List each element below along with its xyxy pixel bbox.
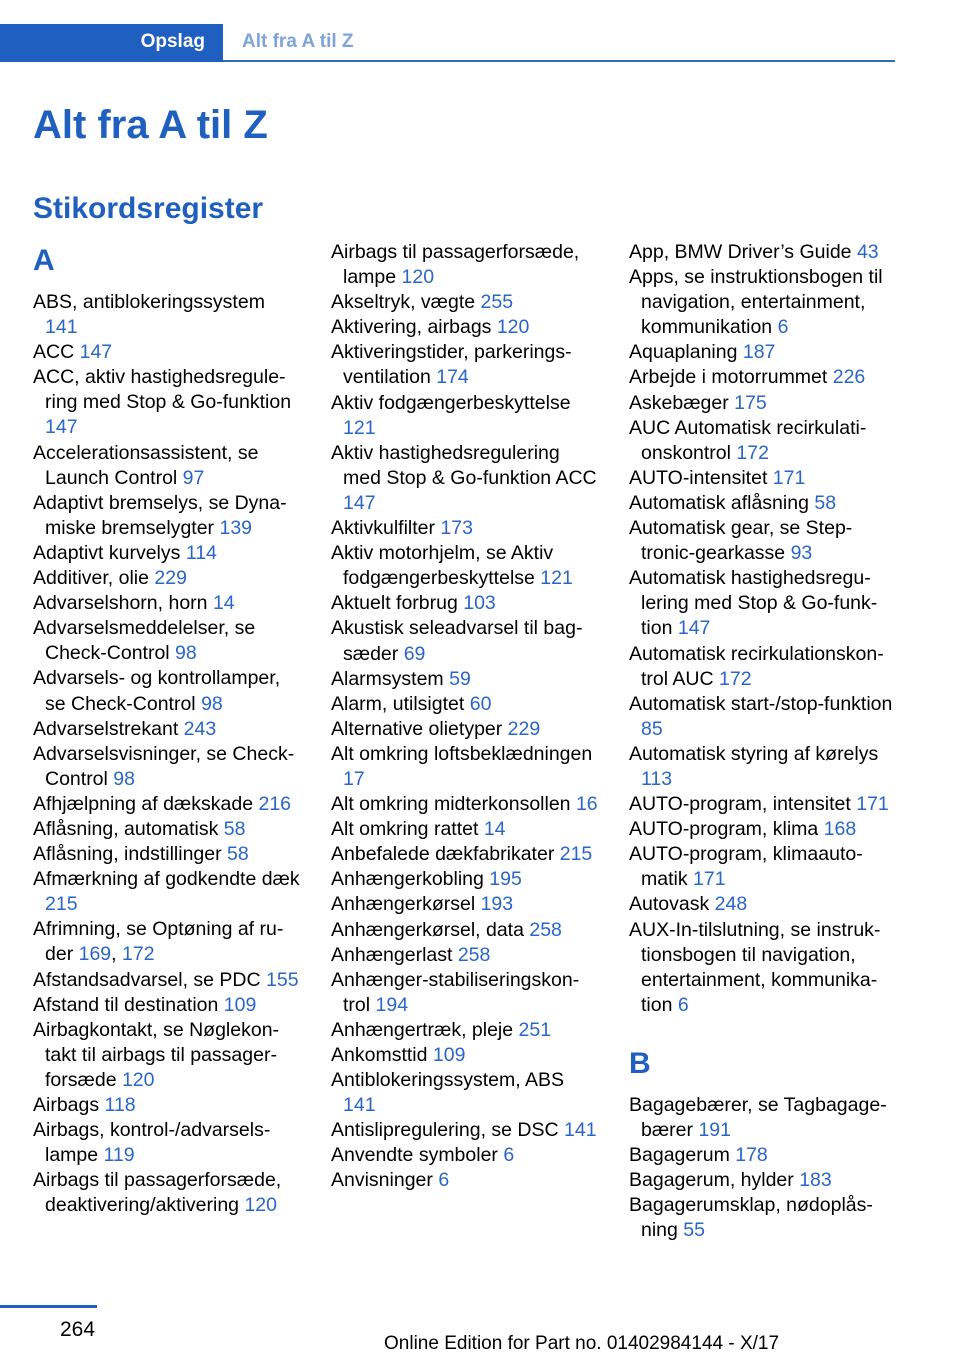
page-link[interactable]: 169	[78, 943, 112, 966]
index-entry	[33, 365, 301, 440]
page-link[interactable]: 114	[185, 541, 217, 564]
index-entry-text: Bagagerum, hylder	[629, 1169, 800, 1192]
index-entry	[331, 792, 599, 817]
index-entry-text: AUTO-intensitet	[629, 466, 773, 489]
index-entry	[331, 616, 599, 666]
index-entry	[331, 441, 599, 516]
page-link[interactable]: 109	[432, 1044, 466, 1066]
index-entry	[629, 918, 897, 1018]
index-entry-text: Alarmsystem	[331, 667, 450, 690]
page-link[interactable]: 120	[496, 316, 530, 339]
page-link[interactable]: 6	[503, 1144, 515, 1167]
index-entry	[331, 1043, 599, 1068]
index-entry	[629, 516, 897, 566]
page-link[interactable]: 248	[714, 893, 748, 916]
index-entry-text: Advarsels- og kontrollamper, se Check-Control	[33, 667, 281, 715]
index-entry-text: Airbags til passagerforsæde, lampe	[331, 241, 580, 289]
index-entry	[331, 1068, 599, 1118]
index-entry-text: Additiver, olie	[33, 567, 155, 590]
index-entry	[331, 1118, 599, 1143]
index-entry	[33, 1018, 301, 1093]
index-entry	[629, 340, 897, 365]
index-entry-text: Anhængerkørsel	[331, 893, 481, 916]
page-link[interactable]: 258	[457, 943, 491, 966]
index-entry	[331, 1018, 599, 1043]
page-link[interactable]: 215	[45, 893, 78, 916]
index-entry-text: Advarselsmeddelelser, se Check-Control	[33, 617, 256, 665]
index-entry	[629, 817, 897, 842]
index-entry	[629, 692, 897, 742]
index-entry-text: Anhængertræk, pleje	[331, 1018, 519, 1041]
index-entry	[331, 1168, 599, 1193]
page-link[interactable]: 14	[212, 592, 235, 615]
page-link[interactable]: 121	[343, 416, 376, 439]
index-entry	[629, 240, 897, 265]
index-entry	[629, 466, 897, 491]
page-link[interactable]: 178	[735, 1144, 768, 1167]
page-link[interactable]: 60	[469, 692, 492, 715]
page-link[interactable]: 195	[489, 868, 522, 891]
index-entry-text: ACC	[33, 341, 80, 364]
index-entry	[33, 817, 301, 842]
index-entry-text: Aktiv fodgængerbeskyttelse	[331, 391, 571, 414]
page-link[interactable]: 175	[734, 391, 767, 414]
index-entry	[33, 616, 301, 666]
tab-opslag[interactable]: Opslag	[0, 24, 223, 62]
index-entry-text: Afhjælpning af dækskade	[33, 792, 259, 815]
index-entry	[331, 842, 599, 867]
page-link[interactable]: 139	[219, 516, 253, 539]
index-entry	[331, 717, 599, 742]
page-link[interactable]: 58	[227, 843, 249, 866]
index-entry-text: Automatisk recirkulationskontrol AUC	[629, 642, 884, 690]
index-entry-text: Aflåsning, automatisk	[33, 817, 224, 840]
index-column-2	[331, 240, 599, 1194]
page-link[interactable]: 147	[677, 617, 711, 640]
page-link[interactable]: 120	[401, 266, 435, 289]
index-entry-text: Antiblokeringssystem, ABS	[331, 1069, 565, 1092]
page-link[interactable]: 216	[258, 792, 292, 815]
page-subtitle: Stikordsregister	[33, 192, 264, 225]
index-entry	[33, 842, 301, 867]
index-entry	[629, 1143, 897, 1168]
index-entry	[629, 391, 897, 416]
index-entry	[629, 792, 897, 817]
index-entry-text: Alt omkring rattet	[331, 818, 484, 841]
index-entry	[33, 290, 301, 340]
index-entry-text: Adaptivt bremselys, se Dynamiske bremselygter	[33, 491, 287, 539]
page-link[interactable]: 55	[683, 1219, 705, 1242]
page-link[interactable]: 229	[154, 567, 187, 590]
page-link[interactable]: 118	[104, 1094, 136, 1116]
index-entry-text: Automatisk aflåsning	[629, 491, 815, 514]
index-entry-text: Airbags til passagerforsæde, deaktivering/aktivering	[33, 1169, 282, 1217]
index-entry	[331, 867, 599, 892]
index-entry-text: Aktiv motorhjelm, se Aktiv fodgængerbeskyttelse	[331, 542, 554, 590]
index-entry-text: Afmærkning af godkendte dæk	[33, 868, 300, 891]
page-link[interactable]: 251	[518, 1018, 552, 1041]
index-entry	[331, 692, 599, 717]
index-entry-text: Antislipregulering, se DSC	[331, 1119, 565, 1142]
edition-note: Online Edition for Part no. 01402984144 - X/17	[384, 1333, 780, 1354]
page-link[interactable]: 98	[113, 767, 135, 790]
index-entry	[33, 968, 301, 993]
index-entry-text: Airbags, kontrol-/advarselslampe	[33, 1119, 271, 1167]
index-entry-text: Aktiveringstider, parkeringsventilation	[331, 341, 572, 389]
page-link[interactable]: 98	[175, 642, 197, 665]
page-link[interactable]: 141	[45, 316, 78, 339]
index-entry	[629, 842, 897, 892]
page-link[interactable]: 120	[244, 1194, 277, 1217]
index-entry	[331, 918, 599, 943]
page-link[interactable]: 193	[480, 893, 514, 916]
index-entry-text: Askebæger	[629, 391, 735, 414]
index-entry-text: Adaptivt kurvelys	[33, 541, 186, 564]
index-entry-text: Alt omkring loftsbeklædningen	[331, 742, 593, 765]
page-link[interactable]: 109	[223, 993, 257, 1016]
index-entry-text: ABS, antiblokeringssystem	[33, 291, 265, 313]
index-entry-text: AUTO-program, intensitet	[629, 793, 857, 816]
page-link[interactable]: 171	[693, 868, 726, 891]
index-entry	[629, 642, 897, 692]
index-entry-text: Alternative olietyper	[331, 717, 508, 740]
index-entry	[33, 717, 301, 742]
index-entry-text: Advarselsvisninger, se Check-Control	[33, 742, 295, 790]
index-entry	[331, 391, 599, 441]
index-entry-text: Arbejde i motorrummet	[629, 366, 833, 389]
page-number: 264	[60, 1318, 96, 1341]
page-link[interactable]: 258	[529, 918, 562, 941]
index-entry	[331, 892, 599, 917]
index-entry	[629, 265, 897, 340]
index-entry-text: App, BMW Driver’s Guide	[629, 241, 857, 263]
page-link[interactable]: 141	[343, 1094, 376, 1117]
index-entry	[33, 666, 301, 716]
index-entry-text: Afrimning, se Optøning af ruder	[33, 918, 284, 966]
index-entry-text: Alarm, utilsigtet	[331, 692, 470, 715]
index-entry	[629, 566, 897, 641]
index-entry	[629, 1093, 897, 1143]
index-entry-text: Advarselstrekant	[33, 717, 184, 740]
page-link[interactable]: 113	[641, 767, 673, 790]
index-entry	[629, 892, 897, 917]
index-entry	[33, 566, 301, 591]
index-entry-text: Aktivkulfilter	[331, 517, 441, 540]
page-link[interactable]: 215	[559, 843, 593, 866]
page-link[interactable]: 85	[641, 717, 663, 740]
index-entry	[331, 591, 599, 616]
index-entry-text: Apps, se instruktionsbogen til navigation, entertainment, kommunikation	[629, 266, 883, 339]
page-link[interactable]: 147	[79, 341, 113, 364]
page-link[interactable]: 6	[777, 316, 789, 339]
page-link[interactable]: 187	[742, 341, 776, 364]
index-entry-text: Bagagebærer, se Tagbagagebærer	[629, 1093, 887, 1141]
index-entry: Afrimning, se Optøning af ruder 169, 172	[33, 918, 284, 966]
index-entry	[33, 1118, 301, 1168]
page-link[interactable]: 191	[698, 1119, 731, 1141]
index-entry-text: ACC, aktiv hastighedsregulering med Stop & Go-funktion	[33, 366, 292, 414]
footer-rule	[0, 1305, 97, 1308]
section-gap	[629, 1018, 897, 1043]
index-entry-text: Anhænger-stabiliseringskontrol	[331, 968, 580, 1016]
index-entry	[331, 290, 599, 315]
index-entry	[33, 591, 301, 616]
index-entry-text: Ankomsttid	[331, 1044, 433, 1066]
page-link[interactable]: 194	[375, 993, 409, 1016]
page-link[interactable]: 17	[343, 767, 365, 790]
index-entry-text: Accelerationsassistent, se Launch Control	[33, 441, 259, 489]
index-entry-text: Anhængerlast	[331, 943, 458, 966]
index-entry	[33, 867, 301, 917]
index-entry	[331, 340, 599, 390]
page-link[interactable]: 103	[463, 592, 496, 615]
index-column-1	[33, 240, 301, 1218]
page-link[interactable]: 14	[483, 818, 506, 841]
page-link[interactable]: 172	[736, 441, 769, 464]
index-entry	[331, 315, 599, 340]
page-link[interactable]: 255	[480, 291, 514, 314]
index-entry-text: Anhængerkørsel, data	[331, 918, 530, 941]
tab-alt-fra-a-til-z[interactable]: Alt fra A til Z	[242, 31, 354, 52]
index-entry-text: Akseltryk, vægte	[331, 291, 481, 314]
index-entry	[331, 1143, 599, 1168]
index-entry-text: Aktuelt forbrug	[331, 592, 464, 615]
page-title: Alt fra A til Z	[33, 103, 268, 147]
index-entry	[331, 667, 599, 692]
index-entry-text: Advarselshorn, horn	[33, 592, 213, 615]
index-entry	[629, 491, 897, 516]
index-entry-text: Bagagerumsklap, nødoplåsning	[629, 1194, 873, 1242]
index-entry	[331, 817, 599, 842]
page-link[interactable]: 58	[814, 491, 837, 514]
index-entry	[331, 742, 599, 792]
page-link[interactable]: 43	[856, 241, 879, 263]
index-entry	[331, 968, 599, 1018]
index-entry	[33, 993, 301, 1018]
section-letter: A	[33, 244, 55, 277]
index-entry	[33, 340, 301, 365]
index-entry-text: Anbefalede dækfabrikater	[331, 843, 560, 866]
index-entry-text: AUTO-program, klimaautomatik	[629, 843, 863, 891]
index-entry-text: Anhængerkobling	[331, 868, 490, 891]
index-entry	[629, 742, 897, 792]
page-link[interactable]: 6	[677, 993, 689, 1016]
page-link[interactable]: 119	[103, 1144, 135, 1167]
index-entry	[33, 541, 301, 566]
page-link[interactable]: 6	[438, 1169, 450, 1192]
index-entry-text: Afstandsadvarsel, se PDC	[33, 968, 267, 991]
index-entry-text: Aktivering, airbags	[331, 316, 497, 339]
page-link[interactable]: 69	[403, 642, 426, 665]
header-tab-bar	[0, 24, 895, 62]
page-link[interactable]: 171	[772, 466, 806, 489]
index-entry	[629, 1193, 897, 1243]
page-link[interactable]: 147	[45, 416, 78, 439]
index-entry-text: Automatisk hastighedsregulering med Stop & Go-funktion	[629, 567, 878, 640]
index-entry	[331, 516, 599, 541]
page-link[interactable]: 58	[223, 817, 246, 840]
index-entry	[33, 742, 301, 792]
section-letter: B	[629, 1046, 651, 1080]
index-entry-text: Airbags	[33, 1094, 105, 1116]
index-entry	[33, 441, 301, 491]
page-link[interactable]: 226	[832, 366, 866, 389]
index-entry-text: AUX-In-tilslutning, se instruktionsbogen til navigation, entertainment, kommunikation	[629, 918, 881, 1016]
page-link[interactable]: 172	[719, 667, 752, 690]
index-entry-text: Bagagerum	[629, 1144, 736, 1167]
index-entry-text: Alt omkring midterkonsollen	[331, 793, 576, 816]
page-link[interactable]: 155	[266, 968, 299, 991]
index-entry-text: Afstand til destination	[33, 993, 224, 1016]
page-link[interactable]: 172	[122, 943, 155, 966]
index-entry-text: AUC Automatisk recirkulationskontrol	[629, 416, 867, 464]
page-link[interactable]: 168	[823, 818, 857, 841]
index-entry-text: AUTO-program, klima	[629, 818, 824, 841]
page-link[interactable]: 59	[449, 667, 471, 690]
index-entry-text: Akustisk seleadvarsel til bagsæder	[331, 617, 583, 665]
page-link[interactable]: 97	[182, 466, 205, 489]
index-entry-text: Automatisk styring af kørelys	[629, 742, 879, 765]
page-link[interactable]: 243	[183, 717, 217, 740]
page-link[interactable]: 98	[201, 692, 223, 715]
index-entry	[331, 943, 599, 968]
page-link[interactable]: 121	[540, 567, 573, 590]
page-link[interactable]: 229	[507, 717, 541, 740]
index-entry-text: Aquaplaning	[629, 341, 743, 364]
page-link[interactable]: 183	[799, 1169, 832, 1192]
index-entry	[629, 416, 897, 466]
page-link[interactable]: 173	[440, 517, 473, 540]
page-link[interactable]: 16	[575, 793, 598, 816]
index-entry	[33, 1168, 301, 1218]
index-entry	[331, 240, 599, 290]
page-link[interactable]: 120	[121, 1068, 155, 1091]
index-entry	[629, 1168, 897, 1193]
index-entry	[33, 491, 301, 541]
page-link[interactable]: 141	[564, 1119, 597, 1142]
index-entry	[629, 365, 897, 390]
index-entry-text: Automatisk start-/stop-funktion	[629, 692, 893, 715]
index-entry-text: Airbagkontakt, se Nøglekontakt til airbags til passagerforsæde	[33, 1018, 280, 1091]
index-entry-text: Automatisk gear, se Steptronic-gearkasse	[629, 517, 853, 565]
page-link[interactable]: 93	[790, 542, 813, 565]
index-entry-text: Anvendte symboler	[331, 1144, 504, 1167]
index-entry-text: Anvisninger	[331, 1169, 439, 1192]
index-entry-text: Autovask	[629, 893, 715, 916]
index-column-3	[629, 240, 897, 1243]
index-entry	[33, 792, 301, 817]
page-link[interactable]: 174	[436, 366, 469, 389]
index-entry-text: Aflåsning, indstillinger	[33, 843, 228, 866]
page-link[interactable]: 171	[856, 793, 889, 816]
index-entry	[331, 541, 599, 591]
page-link[interactable]: 147	[343, 491, 376, 514]
index-entry-text: Aktiv hastighedsregulering med Stop & Go-funktion ACC	[331, 441, 597, 489]
index-entry	[33, 1093, 301, 1118]
